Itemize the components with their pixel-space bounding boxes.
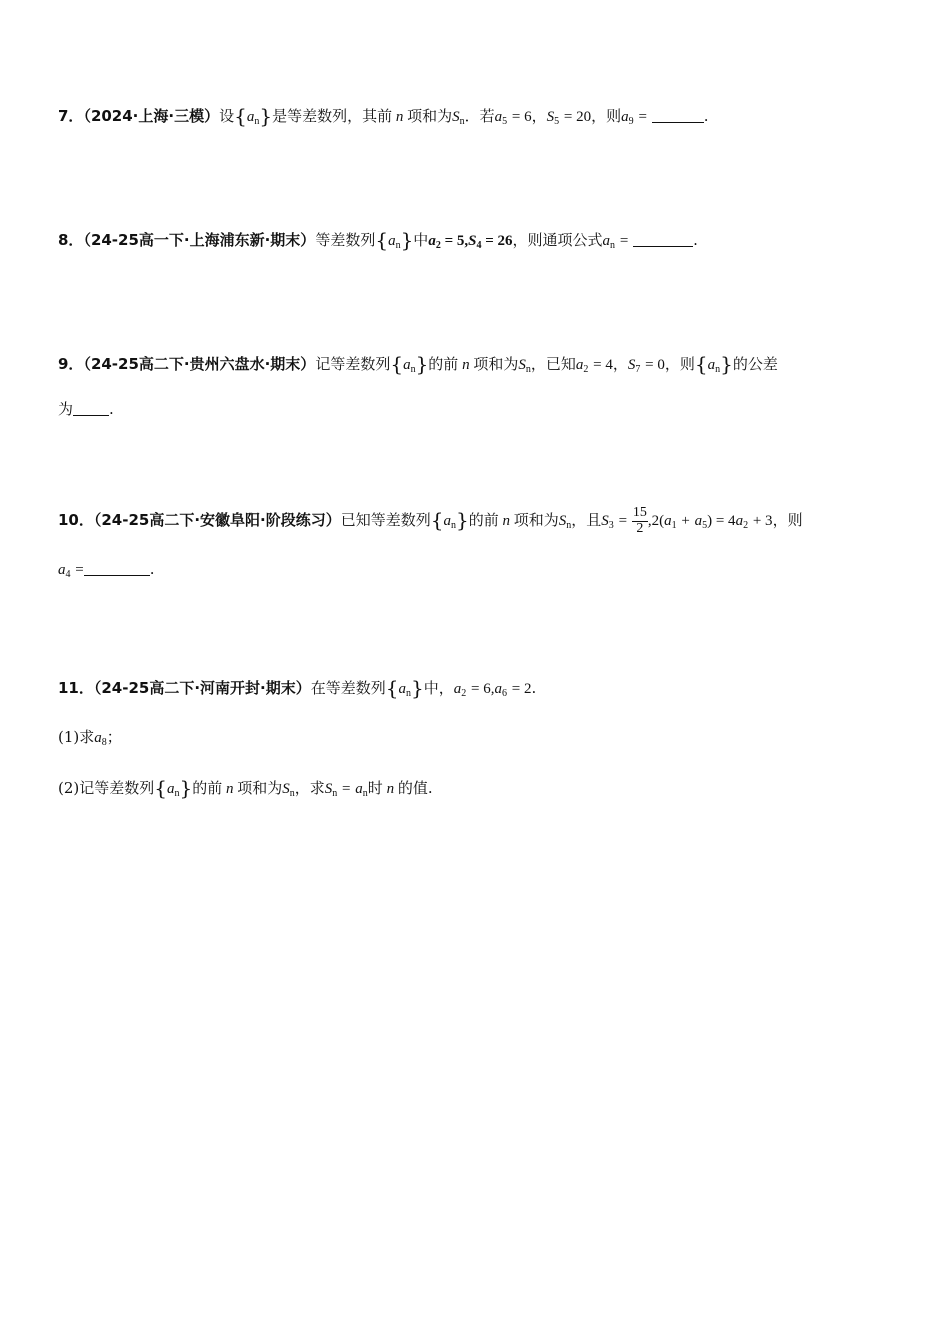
problem-source: （24-25高一下·上海浦东新·期末） — [83, 231, 316, 249]
answer-blank[interactable] — [73, 401, 109, 416]
problem-9-continued: 为 . — [58, 400, 114, 418]
answer-blank[interactable] — [84, 561, 150, 576]
problem-text: 已知等差数列 — [340, 511, 431, 530]
problem-9: 9．（24-25高二下·贵州六盘水·期末）记等差数列$\{a_n\}$的前 n 项和为$S_n$，已知$a_2 = 4$，$S_7 = 0$，则$\{a_n\}$的公差 — [58, 352, 778, 376]
problem-text: 的前 — [428, 355, 459, 373]
problem-number: 11． — [58, 679, 94, 697]
problem-text: 设 — [219, 107, 235, 125]
problem-10: 10．（24-25高二下·安徽阜阳·阶段练习）已知等差数列$\{a_n\}$的前 n 项和为$S_n$，且$S_3$ = $\frac{15}{2}$ $,2(a_1 + a_5) = 4a_2 + 3$，则 — [58, 505, 803, 536]
problem-text: ，已知 — [530, 355, 576, 373]
answer-blank[interactable] — [633, 232, 693, 247]
fraction: $\frac{15}{2}$ — [632, 505, 647, 536]
problem-number: 7． — [58, 107, 84, 125]
math-value: = 20 — [563, 109, 592, 125]
problem-text: 中， — [423, 679, 454, 697]
problem-number: 8． — [58, 231, 84, 249]
problem-text: ，则 — [591, 107, 622, 125]
problem-10-continued: $a_4$ = . — [58, 560, 155, 580]
problem-text: 为 — [58, 400, 74, 418]
problem-8: 8．（24-25高一下·上海浦东新·期末）等差数列$\{a_n\}$中$a_2 = 5,S_4 = 26$，则通项公式$a_n$ = . — [58, 228, 698, 252]
problem-text: 时 — [367, 779, 383, 797]
problem-text: ．若 — [464, 107, 495, 125]
math-value: = 6 — [511, 109, 532, 125]
problem-text: 是等差数列，其前 — [272, 107, 393, 125]
answer-blank[interactable] — [652, 108, 704, 123]
problem-number: 9． — [58, 355, 84, 373]
problem-text: (2)记等差数列 — [58, 779, 155, 797]
problem-11: 11．（24-25高二下·河南开封·期末）在等差数列$\{a_n\}$中，$a_2 = 6,a_6 = 2$. — [58, 676, 537, 700]
problem-text: 的前 — [192, 779, 223, 797]
problem-11-part-2: (2)记等差数列$\{a_n\}$的前 n 项和为$S_n$，求$S_n = a_n$时 n 的值. — [58, 776, 433, 800]
problem-text: ， — [612, 355, 628, 373]
problem-text: (1)求 — [58, 728, 95, 746]
problem-7: 7．（2024·上海·三模）设$\{a_n\}$是等差数列，其前 n 项和为$S_n$．若$a_5 = 6$，$S_5 = 20$，则$a_9$ = . — [58, 104, 709, 128]
problem-text: 的公差 — [732, 355, 778, 373]
problem-text: ，则通项公式 — [512, 231, 603, 249]
problem-text: 的值. — [397, 779, 433, 797]
problem-text: ， — [531, 107, 547, 125]
problem-text: 项和为 — [237, 779, 283, 797]
problem-source: （2024·上海·三模） — [83, 107, 220, 125]
problem-source: （24-25高二下·贵州六盘水·期末） — [83, 355, 316, 373]
problem-text: ，求 — [294, 779, 325, 797]
problem-11-part-1: (1)求$a_8$； — [58, 728, 122, 748]
problem-source: （24-25高二下·安徽阜阳·阶段练习） — [93, 511, 341, 530]
problem-text: 中 — [413, 231, 429, 249]
problem-number: 10． — [58, 511, 94, 530]
problem-text: 的前 — [468, 511, 499, 530]
problem-source: （24-25高二下·河南开封·期末） — [93, 679, 311, 697]
problem-text: 在等差数列 — [310, 679, 386, 697]
math-value: = — [638, 109, 647, 125]
problem-text: ，且 — [571, 511, 602, 530]
problem-text: 项和为 — [513, 511, 559, 530]
problem-text: 等差数列 — [315, 231, 376, 249]
problem-text: ，则 — [664, 355, 695, 373]
problem-text: 记等差数列 — [315, 355, 391, 373]
problem-text: 项和为 — [407, 107, 453, 125]
problem-text: 项和为 — [473, 355, 519, 373]
problem-text: ，则 — [772, 511, 803, 530]
